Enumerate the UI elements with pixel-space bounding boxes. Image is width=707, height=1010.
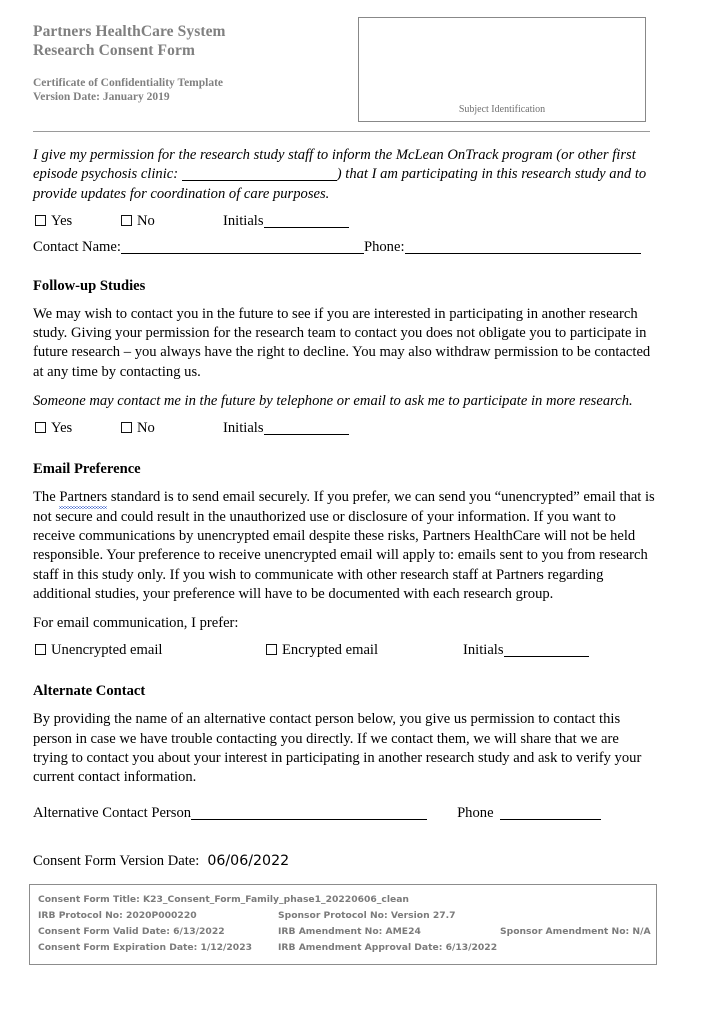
email-initials-field <box>463 640 589 660</box>
consent-form-version-date-value: 06/06/2022 <box>207 852 290 869</box>
followup-paragraph: We may wish to contact you in the future to see if you are interested in participating in another research study. Giving your permission for the research team to contact you does not obligate you to participate in future research – you always have the right to decline. You may also withdraw permission to be contacted at any time by contacting us. <box>33 305 651 380</box>
permission-initials-label: Initials <box>223 212 264 229</box>
followup-statement: Someone may contact me in the future by telephone or email to ask me to participate in more research. <box>33 393 633 410</box>
permission-consent-row <box>33 211 657 235</box>
followup-no-option[interactable] <box>121 418 155 438</box>
clinic-name-blank[interactable] <box>182 165 337 181</box>
header-subtitle-line1: Certificate of Confidentiality Template <box>33 77 224 89</box>
permission-statement-part1: I give my permission for the research study staff to inform the McLean OnTrack program (or other first episode psychosis clinic: <box>33 147 636 183</box>
checkbox-icon[interactable] <box>121 215 132 226</box>
consent-form-version-date-row <box>33 851 657 871</box>
checkbox-icon[interactable] <box>35 644 46 655</box>
email-initials-label: Initials <box>463 642 504 659</box>
email-initials-blank[interactable] <box>504 641 589 657</box>
spacer <box>33 384 657 392</box>
permission-no-option[interactable] <box>121 211 155 231</box>
encrypted-email-option[interactable] <box>266 640 378 660</box>
contact-info-row <box>33 237 657 259</box>
checkbox-icon[interactable] <box>35 215 46 226</box>
followup-yes-option[interactable] <box>35 418 72 438</box>
alternative-contact-person-label: Alternative Contact Person <box>33 804 192 821</box>
header-subtitle <box>33 77 333 104</box>
header-text-block <box>33 22 333 104</box>
footer-row-1 <box>30 892 656 908</box>
permission-initials-blank[interactable] <box>264 212 349 228</box>
checkbox-icon[interactable] <box>35 422 46 433</box>
permission-no-label: No <box>137 212 155 229</box>
subject-identification-label: Subject Identification <box>458 104 546 115</box>
alternative-contact-person-blank[interactable] <box>191 804 427 820</box>
checkbox-icon[interactable] <box>121 422 132 433</box>
followup-yes-label: Yes <box>51 420 73 437</box>
followup-consent-row <box>33 418 657 442</box>
unencrypted-email-label: Unencrypted email <box>51 642 163 659</box>
consent-form-expiration-date-value: Consent Form Expiration Date: 1/12/2023 <box>38 942 252 953</box>
permission-statement-part2: ) that I am participating in this research study and to provide updates for coordination of care purposes. <box>33 166 647 202</box>
contact-name-label: Contact Name: <box>33 238 121 255</box>
contact-phone-label: Phone: <box>363 238 405 255</box>
email-preference-options-row <box>33 640 657 664</box>
email-paragraph-pre: The <box>33 489 60 506</box>
page-title-line1: Partners HealthCare System <box>33 23 226 40</box>
alternate-contact-paragraph: By providing the name of an alternative contact person below, you give us permission to contact this person in case we have trouble contacting you directly. If we contact them, we will share that we are trying to contact you about your interest in participating in another research study and ask to verify your current contact information. <box>33 711 642 786</box>
irb-amendment-no-value: IRB Amendment No: AME24 <box>278 926 421 937</box>
document-header <box>0 0 707 140</box>
followup-no-label: No <box>137 420 155 437</box>
followup-initials-field <box>223 418 349 438</box>
permission-statement <box>33 146 657 204</box>
consent-form-valid-date-value: Consent Form Valid Date: 6/13/2022 <box>38 926 225 937</box>
consent-form-title-value: Consent Form Title: K23_Consent_Form_Family_phase1_20220606_clean <box>38 894 409 905</box>
permission-yes-option[interactable] <box>35 211 72 231</box>
consent-form-version-date-label: Consent Form Version Date: <box>33 852 200 869</box>
alternate-phone-label: Phone <box>457 804 494 821</box>
encrypted-email-label: Encrypted email <box>282 642 379 659</box>
section-heading-followup: Follow-up Studies <box>33 277 146 294</box>
header-subtitle-line2: Version Date: January 2019 <box>33 90 170 103</box>
subject-identification-box <box>358 17 646 122</box>
spellcheck-underlined-word: Partners <box>59 488 107 507</box>
spacer <box>33 790 657 803</box>
contact-phone-blank[interactable] <box>405 238 641 254</box>
footer-row-3 <box>30 924 656 940</box>
unencrypted-email-option[interactable] <box>35 640 162 660</box>
followup-initials-blank[interactable] <box>264 419 349 435</box>
email-preference-paragraph <box>33 488 657 604</box>
sponsor-protocol-no-value: Sponsor Protocol No: Version 27.7 <box>278 910 456 921</box>
document-footer-box <box>29 884 657 965</box>
permission-yes-label: Yes <box>51 212 73 229</box>
permission-initials-field <box>223 211 349 231</box>
page-title <box>33 22 333 60</box>
page-title-line2: Research Consent Form <box>33 42 195 59</box>
section-heading-email-preference: Email Preference <box>33 461 141 478</box>
footer-row-4 <box>30 940 656 956</box>
alternate-phone-blank[interactable] <box>500 804 601 820</box>
contact-name-blank[interactable] <box>121 238 364 254</box>
followup-initials-label: Initials <box>223 420 264 437</box>
checkbox-icon[interactable] <box>266 644 277 655</box>
email-paragraph-post: standard is to send email securely. If you prefer, we can send you “unencrypted” email that is not secure and could result in the unauthorized use or disclosure of your information. If you want to receive communications by unencrypted email despite these risks, Partners HealthCare will not be held responsible. Your preference to receive unencrypted email will apply to: emails sent to you from research staff in this study only. If you wish to communicate with other research staff at Partners regarding additional studies, your preference will have to be documented with each research group. <box>33 489 655 602</box>
alternate-contact-row <box>33 803 657 825</box>
irb-protocol-no-value: IRB Protocol No: 2020P000220 <box>38 910 197 921</box>
form-content <box>33 146 657 871</box>
sponsor-amendment-no-value: Sponsor Amendment No: N/A <box>500 926 651 937</box>
footer-row-2 <box>30 908 656 924</box>
irb-amendment-approval-date-value: IRB Amendment Approval Date: 6/13/2022 <box>278 942 498 953</box>
header-divider <box>33 131 650 132</box>
section-heading-alternate-contact: Alternate Contact <box>33 683 146 700</box>
email-preference-prompt: For email communication, I prefer: <box>33 615 239 632</box>
spacer <box>33 606 657 614</box>
